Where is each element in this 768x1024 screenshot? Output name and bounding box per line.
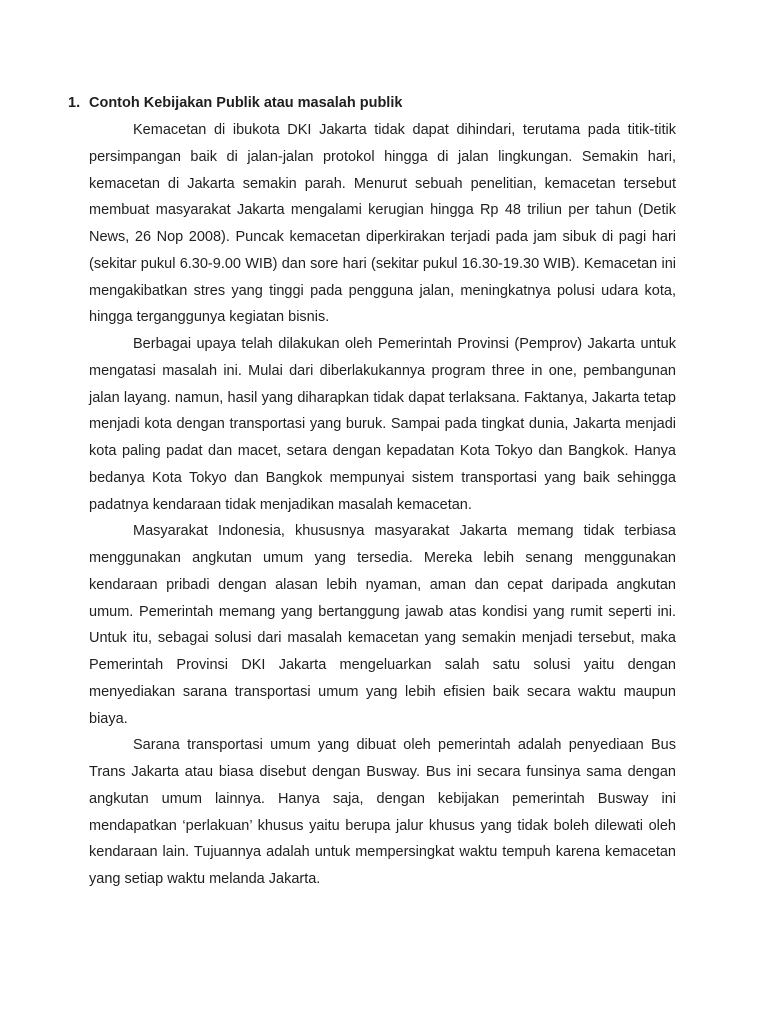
paragraph-3: Masyarakat Indonesia, khususnya masyarakat Jakarta memang tidak terbiasa menggunakan angkutan umum yang tersedia. Mereka lebih senang menggunakan kendaraan pribadi dengan alasan lebih nyaman, aman dan cepat daripada angkutan umum. Pemerintah memang yang bertanggung jawab atas kondisi yang rumit seperti ini. Untuk itu, sebagai solusi dari masalah kemacetan yang semakin menjadi tersebut, maka Pemerintah Provinsi DKI Jakarta mengeluarkan salah satu solusi yaitu dengan menyediakan sarana transportasi umum yang lebih efisien baik secara waktu maupun biaya. — [89, 523, 676, 727]
paragraph-2: Berbagai upaya telah dilakukan oleh Pemerintah Provinsi (Pemprov) Jakarta untuk mengatasi masalah ini. Mulai dari diberlakukannya program three in one, pembangunan jalan layang. namun, hasil yang diharapkan tidak dapat terlaksana. Faktanya, Jakarta tetap menjadi kota dengan transportasi yang buruk. Sampai pada tingkat dunia, Jakarta menjadi kota paling padat dan macet, setara dengan kepadatan Kota Tokyo dan Bangkok. Hanya bedanya Kota Tokyo dan Bangkok mempunyai sistem transportasi yang baik sehingga padatnya kendaraan tidak menjadikan masalah kemacetan. — [89, 336, 676, 513]
paragraph-1: Kemacetan di ibukota DKI Jakarta tidak dapat dihindari, terutama pada titik-titik persimpangan baik di jalan-jalan protokol hingga di jalan lingkungan. Semakin hari, kemacetan di Jakarta semakin parah. Menurut sebuah penelitian, kemacetan tersebut membuat masyarakat Jakarta mengalami kerugian hingga Rp 48 triliun per tahun (Detik News, 26 Nop 2008). Puncak kemacetan diperkirakan terjadi pada jam sibuk di pagi hari (sekitar pukul 6.30-9.00 WIB) dan sore hari (sekitar pukul 16.30-19.30 WIB). Kemacetan ini mengakibatkan stres yang tinggi pada pengguna jalan, meningkatnya polusi udara kota, hingga terganggunya kegiatan bisnis. — [89, 122, 676, 326]
paragraph-4: Sarana transportasi umum yang dibuat oleh pemerintah adalah penyediaan Bus Trans Jakarta atau biasa disebut dengan Busway. Bus ini secara funsinya sama dengan angkutan umum lainnya. Hanya saja, dengan kebijakan pemerintah Busway ini mendapatkan ‘perlakuan’ khusus yaitu berupa jalur khusus yang tidak boleh dilewati oleh kendaraan lain. Tujuannya adalah untuk mempersingkat waktu tempuh karena kemacetan yang setiap waktu melanda Jakarta. — [89, 737, 676, 887]
section-title: Contoh Kebijakan Publik atau masalah publik — [89, 95, 403, 111]
section-heading — [68, 93, 402, 113]
section-number: 1. — [68, 95, 81, 111]
body-text — [89, 117, 676, 893]
